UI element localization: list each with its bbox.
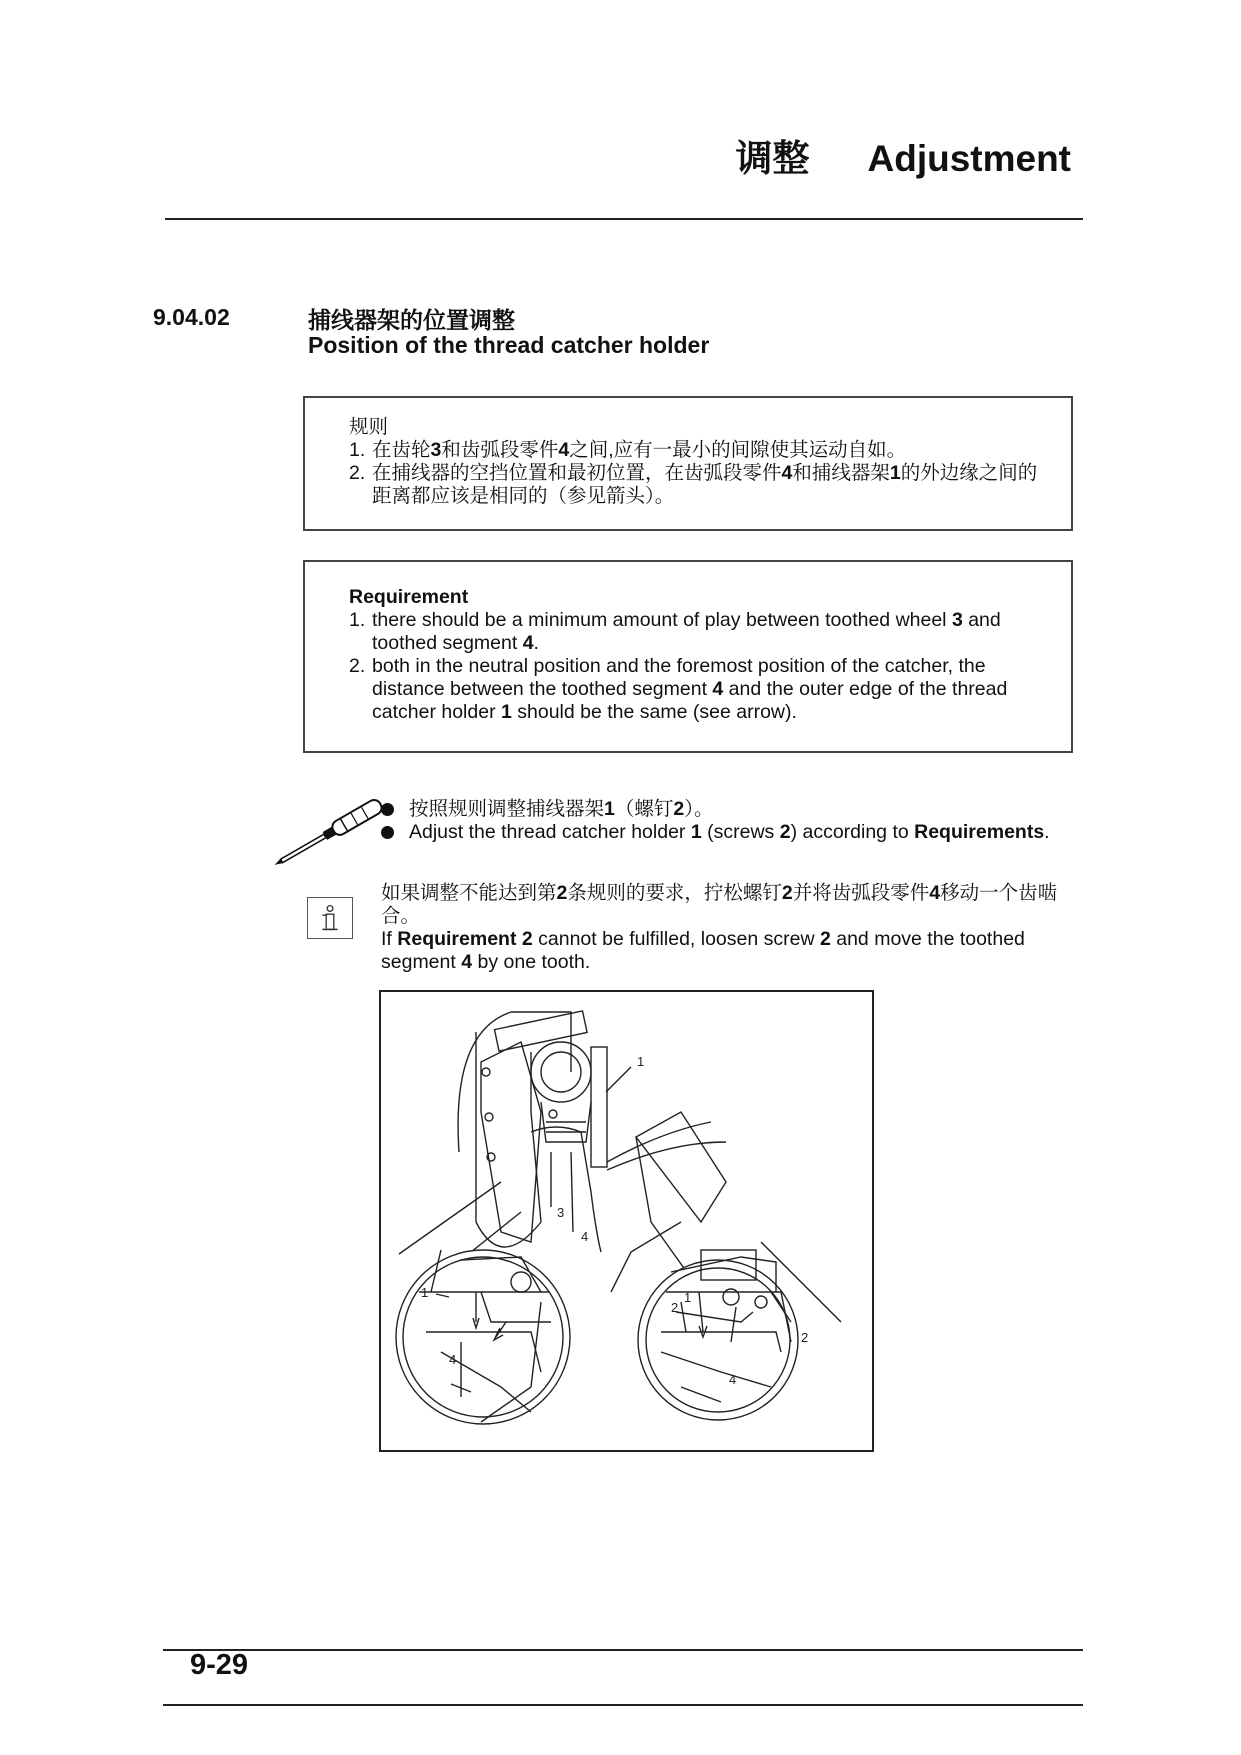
instruction-zh — [381, 798, 1081, 821]
technical-drawing — [379, 990, 874, 1452]
header-title-en: Adjustment — [867, 138, 1071, 179]
item-number: 2. — [349, 462, 366, 484]
ref-number: 4 — [522, 632, 534, 654]
note-zh — [381, 882, 1081, 928]
text: 移动一个齿啮合。 — [381, 882, 1058, 927]
text: 在捕线器的空挡位置和最初位置，在齿弧段零件 — [372, 462, 782, 484]
ref-number: 1 — [604, 798, 615, 820]
ref-term: Requirement 2 — [397, 928, 533, 950]
ref-number: 4 — [929, 882, 941, 904]
ref-number: 2 — [781, 882, 793, 904]
text: both in the neutral position and the foremost position of the catcher, the distance between the toothed segment — [372, 655, 986, 700]
text: 条规则的要求，拧松螺钉 — [567, 882, 782, 904]
text: If — [381, 928, 398, 950]
bullet-icon — [381, 803, 394, 816]
requirement-box-zh — [303, 396, 1073, 531]
text: ) according to — [790, 821, 915, 843]
figure-label: 4 — [581, 1229, 589, 1244]
figure-label: 4 — [449, 1352, 457, 1367]
ref-number: 3 — [951, 609, 963, 631]
instruction-en — [381, 821, 1081, 844]
text: Adjust the thread catcher holder — [409, 821, 691, 843]
ref-number: 4 — [461, 951, 473, 973]
text: 和捕线器架 — [792, 462, 890, 484]
ref-number: 2 — [779, 821, 791, 843]
item-number: 2. — [349, 655, 366, 677]
text: cannot be fulfilled, loosen screw — [532, 928, 820, 950]
text: （螺钉 — [614, 798, 674, 820]
note — [381, 882, 1081, 974]
text: 和齿弧段零件 — [441, 439, 559, 461]
footer-rule-top — [163, 1649, 1083, 1651]
requirement-item-zh-2 — [349, 462, 1051, 508]
instructions — [381, 798, 1081, 844]
figure-label: 1 — [684, 1290, 692, 1305]
ref-number: 1 — [889, 462, 901, 484]
requirement-item-zh-1 — [349, 439, 1051, 462]
ref-number: 2 — [819, 928, 831, 950]
requirement-heading-zh: 规则 — [349, 416, 389, 438]
section-number: 9.04.02 — [153, 304, 230, 330]
ref-number: 2 — [673, 798, 685, 820]
header-rule — [165, 218, 1083, 220]
figure-label: 2 — [801, 1330, 809, 1345]
requirement-item-en-1 — [349, 609, 1051, 655]
text: . — [1044, 821, 1050, 843]
ref-term: Requirements — [914, 821, 1045, 843]
footer-rule-bottom — [163, 1704, 1083, 1706]
screwdriver-icon — [262, 796, 396, 870]
page-header-title — [736, 128, 1072, 182]
text: there should be a minimum amount of play between toothed wheel — [372, 609, 952, 631]
ref-number: 2 — [556, 882, 568, 904]
text: 在齿轮 — [372, 439, 431, 461]
ref-number: 1 — [690, 821, 702, 843]
ref-number: 4 — [712, 678, 724, 700]
item-number: 1. — [349, 609, 366, 631]
text: and the outer edge of the thread catcher holder — [372, 678, 1008, 723]
text: should be the same (see arrow). — [511, 701, 797, 723]
text: . — [533, 632, 539, 654]
text: 并将齿弧段零件 — [792, 882, 930, 904]
figure-label: 3 — [557, 1205, 565, 1220]
text: 的外边缘之间的距离都应该是相同的（参见箭头）。 — [372, 462, 1038, 507]
bullet-icon — [381, 826, 394, 839]
info-icon — [307, 897, 353, 939]
note-en — [381, 928, 1081, 974]
requirement-heading-en: Requirement — [349, 586, 469, 608]
ref-number: 3 — [430, 439, 442, 461]
text: 如果调整不能达到第 — [381, 882, 557, 904]
figure-label: 1 — [421, 1285, 429, 1300]
ref-number: 4 — [558, 439, 570, 461]
text: by one tooth. — [472, 951, 591, 973]
ref-number: 4 — [781, 462, 793, 484]
text: 之间,应有一最小的间隙使其运动自如。 — [569, 439, 907, 461]
text: ）。 — [684, 798, 714, 820]
requirement-item-en-2 — [349, 655, 1051, 724]
ref-number: 1 — [501, 701, 512, 723]
section-title-zh: 捕线器架的位置调整 — [308, 307, 515, 333]
page-number: 9-29 — [190, 1649, 249, 1681]
figure-label: 1 — [637, 1054, 645, 1069]
section-title-en: Position of the thread catcher holder — [308, 332, 710, 358]
mechanism-illustration — [381, 992, 872, 1450]
text: 按照规则调整捕线器架 — [409, 798, 605, 820]
item-number: 1. — [349, 439, 366, 461]
text: and move the toothed segment — [381, 928, 1025, 973]
figure-label: 4 — [729, 1372, 737, 1387]
text: and toothed segment — [372, 609, 1001, 654]
figure-label: 2 — [671, 1300, 679, 1315]
text: (screws — [701, 821, 780, 843]
header-title-zh: 调整 — [735, 138, 810, 179]
requirement-box-en — [303, 560, 1073, 753]
